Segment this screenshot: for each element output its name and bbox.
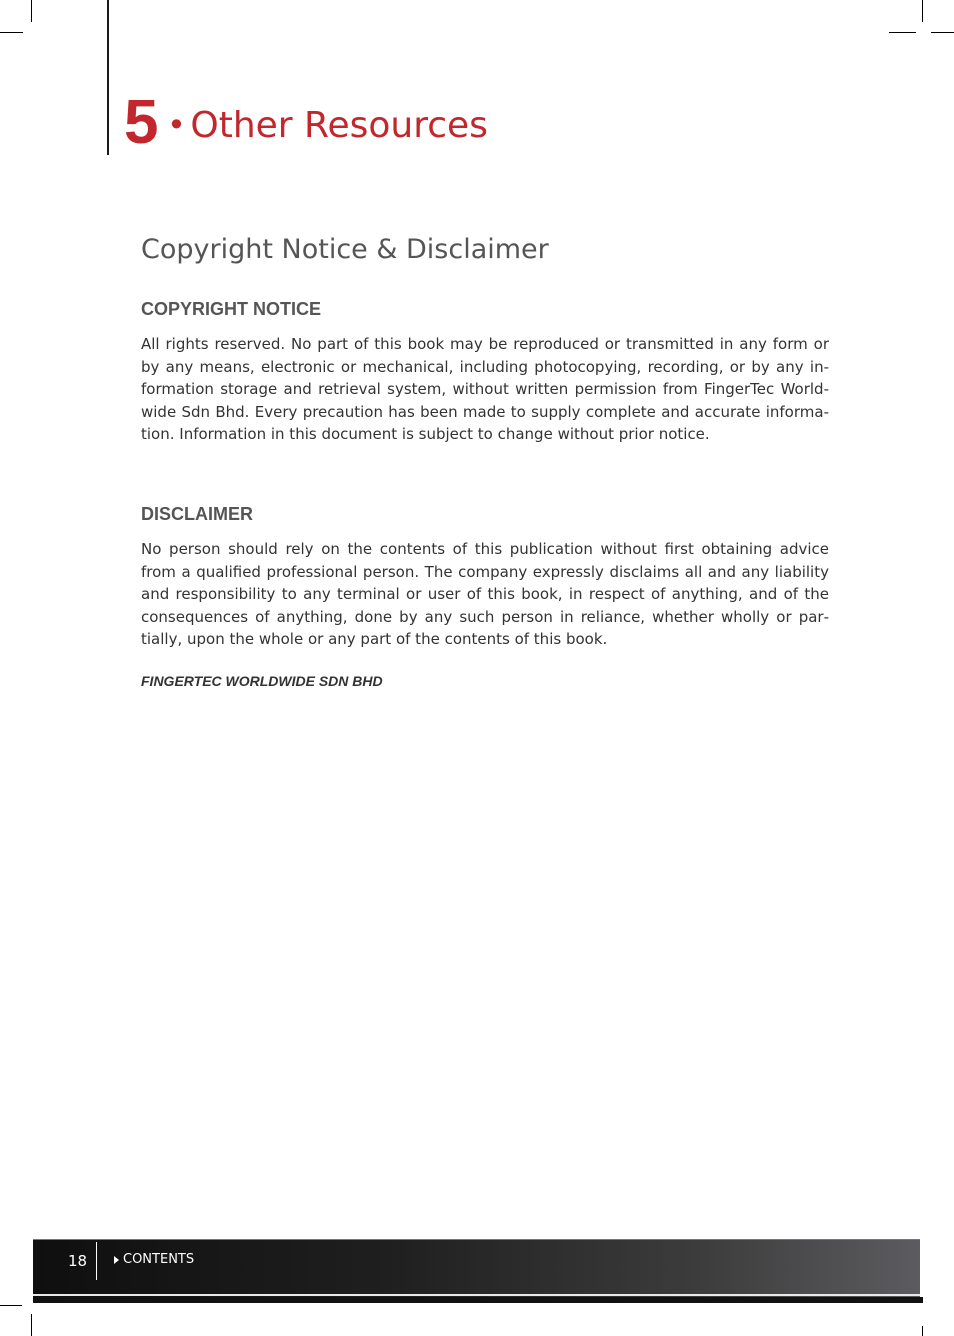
crop-mark [889, 32, 916, 33]
footer-divider [96, 1242, 97, 1280]
crop-mark [0, 1305, 22, 1306]
crop-mark [31, 1314, 32, 1336]
disclaimer-heading: DISCLAIMER [141, 504, 253, 524]
chapter-bullet: • [170, 105, 183, 143]
copyright-heading: COPYRIGHT NOTICE [141, 299, 322, 319]
company-name: FINGERTEC WORLDWIDE SDN BHD [141, 673, 383, 689]
section-title: Copyright Notice & Disclaimer [141, 234, 549, 265]
footer-base [33, 1297, 923, 1303]
crop-mark [0, 32, 23, 33]
chapter-heading [124, 88, 488, 157]
chapter-number: 5 [124, 88, 159, 157]
crop-mark [922, 1326, 923, 1336]
page-number: 18 [68, 1252, 88, 1270]
footer-line [33, 1294, 920, 1296]
chapter-rule [107, 0, 109, 155]
disclaimer-body: No person should rely on the contents of this publication without first obtaining advice from a qualified professional person. The company expressly disclaims all and any liability and responsibility to any terminal or user of this book, in respect of anything, and of the consequences of anything, done by any such person in reliance, whether wholly or partially, upon the whole or any part of the contents of this book. [141, 540, 829, 649]
footer-bar [33, 1239, 920, 1297]
crop-mark [931, 32, 954, 33]
triangle-right-icon [114, 1256, 119, 1264]
copyright-body: All rights reserved. No part of this book may be reproduced or transmitted in any form or by any means, electronic or mechanical, including photocopying, recording, or by any information storage and retrieval system, without written permission from FingerTec Worldwide Sdn Bhd. Every precaution has been made to supply complete and accurate information. Information in this document is subject to change without prior notice. [141, 335, 829, 444]
crop-mark [31, 0, 32, 22]
crop-mark [922, 0, 923, 22]
chapter-title: Other Resources [190, 105, 488, 146]
contents-link[interactable] [114, 1252, 194, 1267]
contents-label: CONTENTS [123, 1252, 195, 1267]
